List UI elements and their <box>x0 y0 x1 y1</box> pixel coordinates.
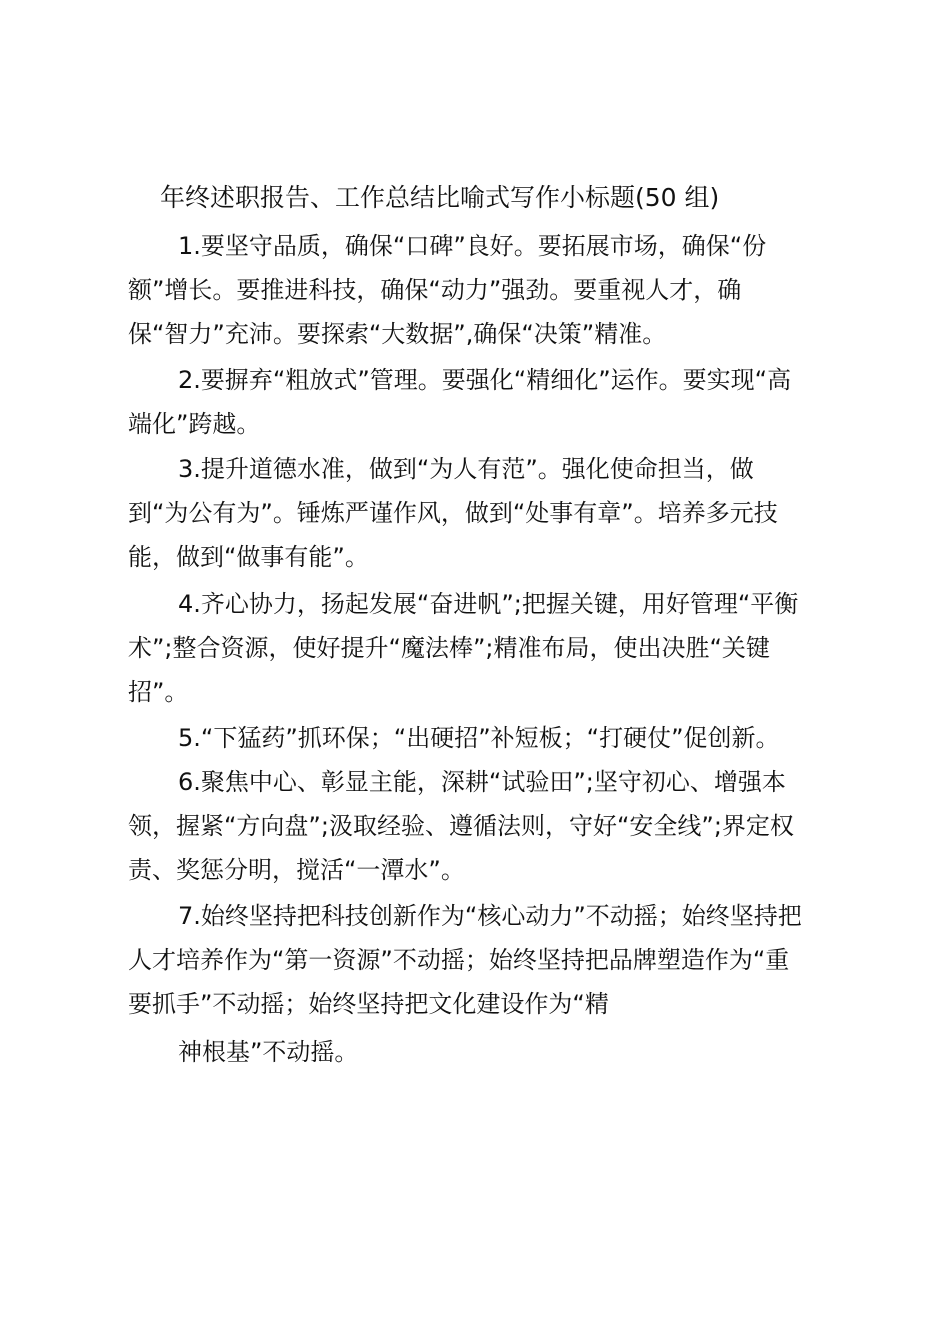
paragraph-line: 保“智力”充沛。要探索“大数据”,确保“决策”精准。 <box>128 320 667 348</box>
paragraph-5 <box>128 716 828 760</box>
paragraph-line: 4.齐心协力，扬起发展“奋进帆”;把握关键，用好管理“平衡 <box>178 590 799 618</box>
paragraph-line: 能，做到“做事有能”。 <box>128 543 369 571</box>
paragraph-line: 额”增长。要推进科技，确保“动力”强劲。要重视人才，确 <box>128 276 742 304</box>
paragraph-line: 1.要坚守品质，确保“口碑”良好。要拓展市场，确保“份 <box>178 232 767 260</box>
paragraph-line: 5.“下猛药”抓环保；“出硬招”补短板；“打硬仗”促创新。 <box>178 724 780 752</box>
paragraph-line: 到“为公有为”。锤炼严谨作风，做到“处事有章”。培养多元技 <box>128 499 778 527</box>
paragraph-line: 领，握紧“方向盘”;汲取经验、遵循法则，守好“安全线”;界定权 <box>128 812 794 840</box>
paragraph-line: 人才培养作为“第一资源”不动摇；始终坚持把品牌塑造作为“重 <box>128 946 790 974</box>
document-title: 年终述职报告、工作总结比喻式写作小标题(50 组) <box>160 183 720 212</box>
paragraph-line: 6.聚焦中心、彰显主能，深耕“试验田”;坚守初心、增强本 <box>178 768 786 796</box>
paragraph-8 <box>128 1030 828 1074</box>
paragraph-2 <box>128 358 828 446</box>
paragraph-3 <box>128 447 828 579</box>
paragraph-line: 要抓手”不动摇；始终坚持把文化建设作为“精 <box>128 990 609 1018</box>
paragraph-line: 术”;整合资源，使好提升“魔法棒”;精准布局，使出决胜“关键 <box>128 634 770 662</box>
paragraph-line: 招”。 <box>128 678 189 706</box>
paragraph-line: 神根基”不动摇。 <box>178 1038 359 1066</box>
paragraph-line: 责、奖惩分明，搅活“一潭水”。 <box>128 856 465 884</box>
paragraph-4 <box>128 582 828 714</box>
paragraph-7 <box>128 894 828 1026</box>
paragraph-line: 端化”跨越。 <box>128 410 261 438</box>
paragraph-1 <box>128 224 828 356</box>
paragraph-line: 2.要摒弃“粗放式”管理。要强化“精细化”运作。要实现“高 <box>178 366 792 394</box>
paragraph-line: 3.提升道德水准，做到“为人有范”。强化使命担当，做 <box>178 455 754 483</box>
paragraph-6 <box>128 760 828 892</box>
paragraph-line: 7.始终坚持把科技创新作为“核心动力”不动摇；始终坚持把 <box>178 902 802 930</box>
